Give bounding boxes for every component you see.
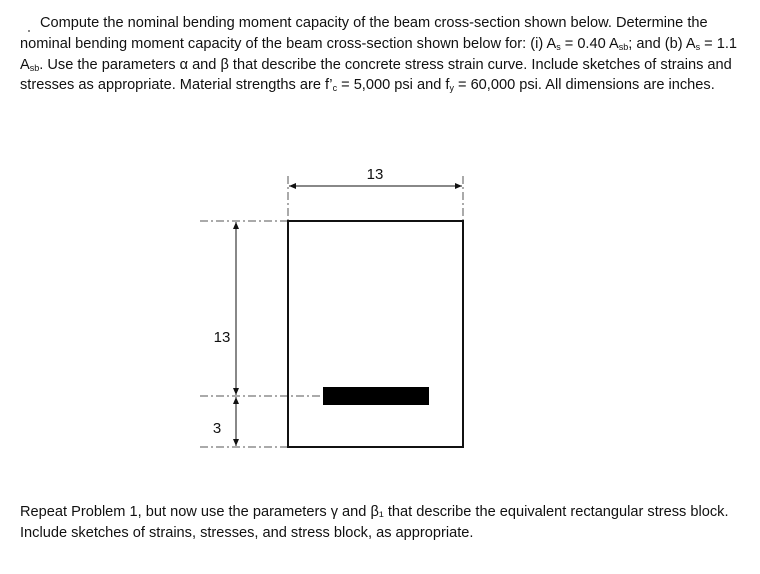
depth-label: 13: [213, 329, 231, 346]
width-label: 13: [366, 166, 384, 183]
reinforcing-steel: [323, 387, 429, 405]
problem-1-text: Compute the nominal bending moment capacity of the beam cross-section shown below. Determine the nominal bending moment capacity of the beam cross-section shown below for: (i) $A_s = 0.40$ $A_{sb}$; and (b) $A_s = 1.1$ $A_{sb}$. Use the parameters α and β that describe the concrete stress strain curve. Include sketches of strains and stresses as appropriate. Material strengths are $f’_c = 5,000$ psi and $f_y = 60,000$ psi. All dimensions are inches.: [20, 15, 737, 94]
cover-label: 3: [212, 420, 222, 437]
extension-lines: [200, 176, 463, 447]
problem-2-text: Repeat Problem 1, but now use the parameters γ and β₁ that describe the equivalent rectangular stress block. Include sketches of strains, stresses, and stress block, as appropriate.: [20, 504, 729, 541]
beam-section: [288, 221, 463, 447]
